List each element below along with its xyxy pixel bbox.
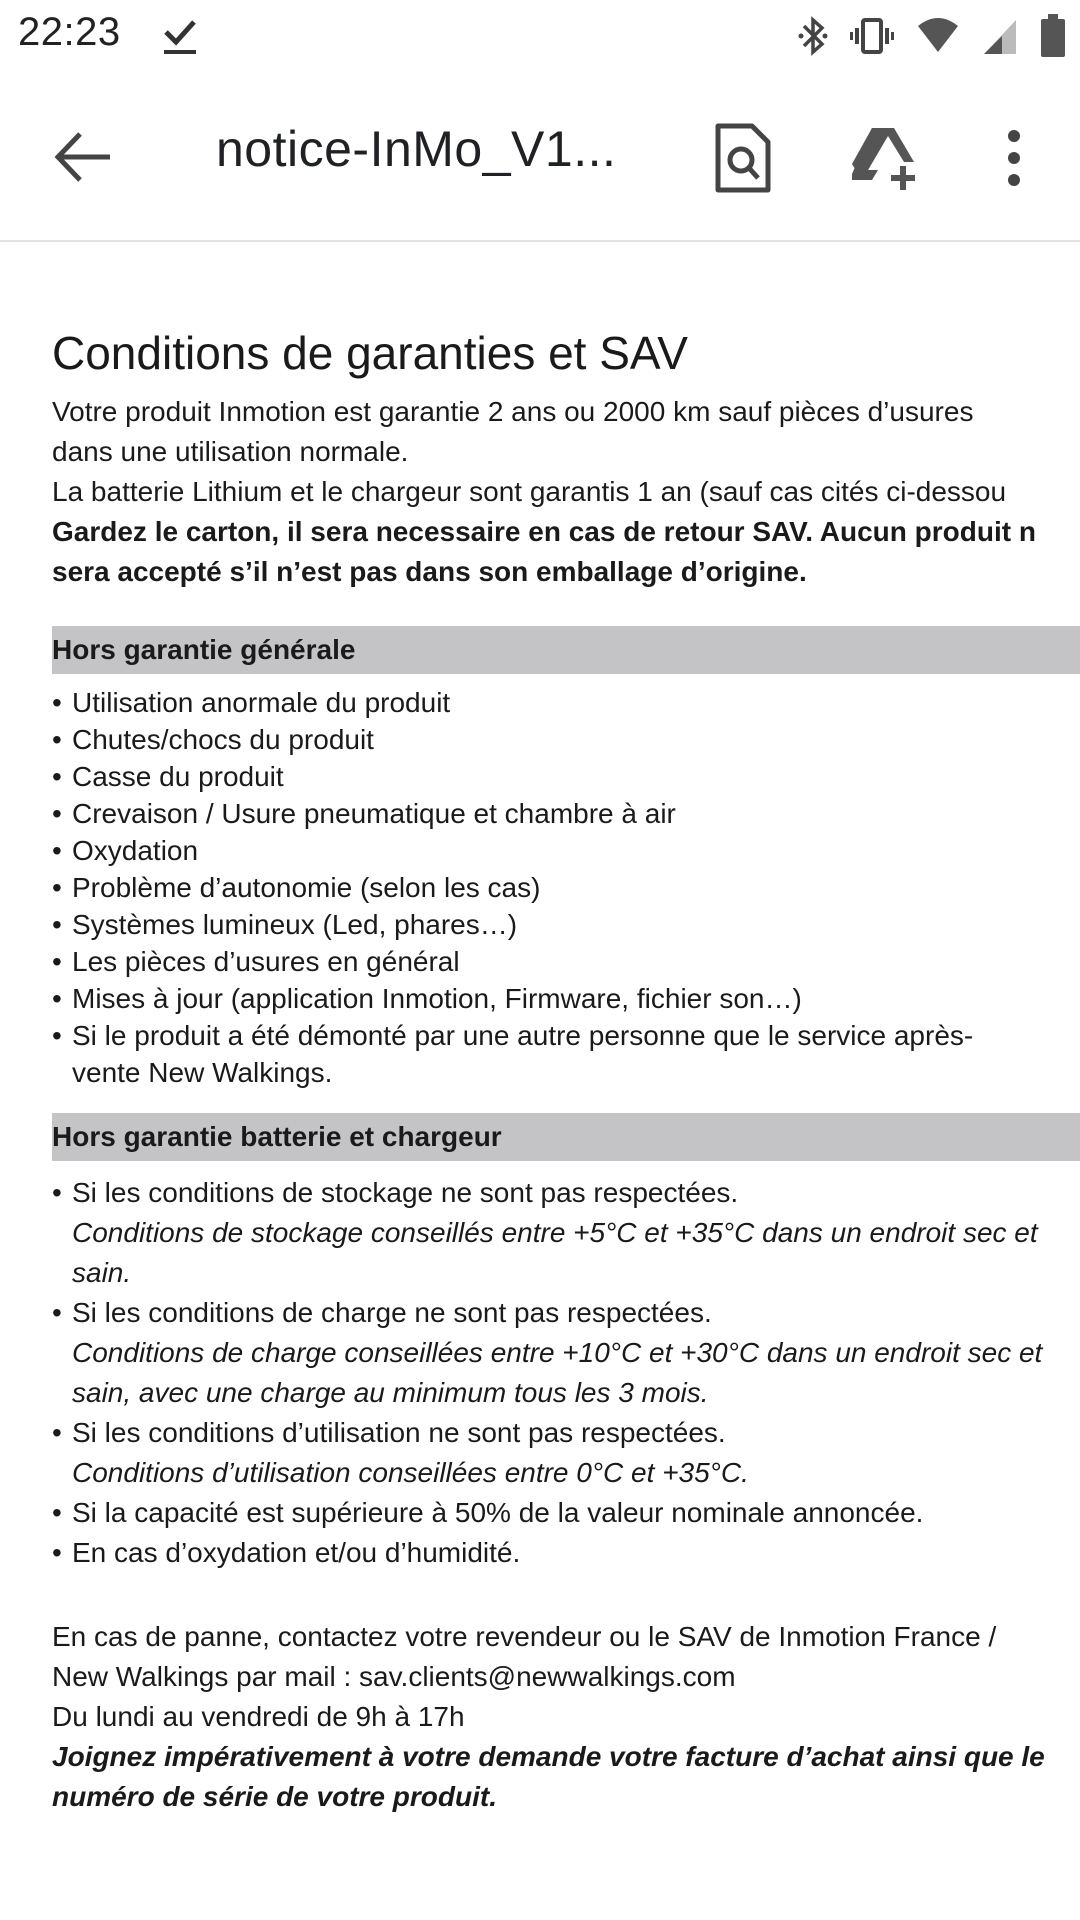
drive-add-icon[interactable] <box>850 124 924 192</box>
list-item-note: Conditions de charge conseillées entre +10°C et +30°C dans un endroit sec et <box>72 1337 1043 1368</box>
signal-icon <box>982 16 1018 56</box>
list-item: • Chutes/chocs du produit <box>52 721 1080 758</box>
list-item-line: vente New Walkings. <box>72 1057 333 1088</box>
more-vert-icon[interactable] <box>998 126 1030 190</box>
contact-email-line: New Walkings par mail : sav.clients@newwalkings.com <box>52 1661 736 1692</box>
status-icons <box>798 10 1066 62</box>
wifi-icon <box>916 16 960 56</box>
list-item: • Mises à jour (application Inmotion, Firmware, fichier son…) <box>52 980 1080 1017</box>
document-title: notice-InMo_V1... <box>216 121 617 177</box>
list-item: • Crevaison / Usure pneumatique et chambre à air <box>52 795 1080 832</box>
battery-exclusions-list <box>52 1173 1080 1573</box>
status-time: 22:23 <box>18 10 121 54</box>
list-item <box>52 1413 1080 1493</box>
document-viewer[interactable] <box>0 242 1080 1920</box>
app-bar <box>0 74 1080 242</box>
intro-line: La batterie Lithium et le chargeur sont garantis 1 an (sauf cas cités ci-dessou <box>52 476 1007 507</box>
intro-line: Votre produit Inmotion est garantie 2 ans ou 2000 km sauf pièces d’usures <box>52 396 974 427</box>
contact-note-line: numéro de série de votre produit. <box>52 1781 497 1812</box>
list-item: • Casse du produit <box>52 758 1080 795</box>
list-item: • Problème d’autonomie (selon les cas) <box>52 869 1080 906</box>
intro-bold-line: sera accepté s’il n’est pas dans son emballage d’origine. <box>52 556 807 587</box>
contact-line: En cas de panne, contactez votre revendeur ou le SAV de Inmotion France / <box>52 1621 997 1652</box>
list-item-line: • Si les conditions de stockage ne sont pas respectées. <box>72 1177 739 1208</box>
vibrate-icon <box>850 14 894 58</box>
list-item: • En cas d’oxydation et/ou d’humidité. <box>52 1533 1080 1573</box>
list-item-note: sain, avec une charge au minimum tous les 3 mois. <box>72 1377 709 1408</box>
list-item <box>52 1173 1080 1293</box>
find-in-page-icon[interactable] <box>712 122 774 194</box>
contact-note-line: Joignez impérativement à votre demande votre facture d’achat ainsi que le <box>52 1741 1045 1772</box>
status-bar <box>0 0 1080 74</box>
list-item: • Utilisation anormale du produit <box>52 684 1080 721</box>
battery-icon <box>1040 14 1066 58</box>
list-item-note: sain. <box>72 1257 132 1288</box>
list-item: • Systèmes lumineux (Led, phares…) <box>52 906 1080 943</box>
list-item: • Si la capacité est supérieure à 50% de la valeur nominale annoncée. <box>52 1493 1080 1533</box>
document-heading: Conditions de garanties et SAV <box>52 327 688 379</box>
list-item: • Oxydation <box>52 832 1080 869</box>
intro-bold-line: Gardez le carton, il sera necessaire en cas de retour SAV. Aucun produit n <box>52 516 1036 547</box>
list-item-line: • Si les conditions de charge ne sont pas respectées. <box>72 1297 712 1328</box>
list-item <box>52 1293 1080 1413</box>
list-item-note: Conditions de stockage conseillés entre +5°C et +35°C dans un endroit sec et <box>72 1217 1038 1248</box>
intro-line: dans une utilisation normale. <box>52 436 409 467</box>
document-page <box>52 326 1080 1817</box>
section-heading-general: Hors garantie générale <box>52 626 1080 674</box>
section-heading-battery: Hors garantie batterie et chargeur <box>52 1113 1080 1161</box>
check-icon <box>160 14 200 58</box>
general-exclusions-list <box>52 684 1080 1091</box>
bluetooth-icon <box>798 14 828 58</box>
list-item: • Les pièces d’usures en général <box>52 943 1080 980</box>
list-item-line: • Si les conditions d’utilisation ne sont pas respectées. <box>72 1417 726 1448</box>
list-item <box>52 1017 1080 1091</box>
contact-hours-line: Du lundi au vendredi de 9h à 17h <box>52 1701 465 1732</box>
back-arrow-icon[interactable] <box>50 124 116 190</box>
list-item-line: • Si le produit a été démonté par une autre personne que le service après- <box>72 1020 974 1051</box>
list-item-note: Conditions d’utilisation conseillées entre 0°C et +35°C. <box>72 1457 749 1488</box>
